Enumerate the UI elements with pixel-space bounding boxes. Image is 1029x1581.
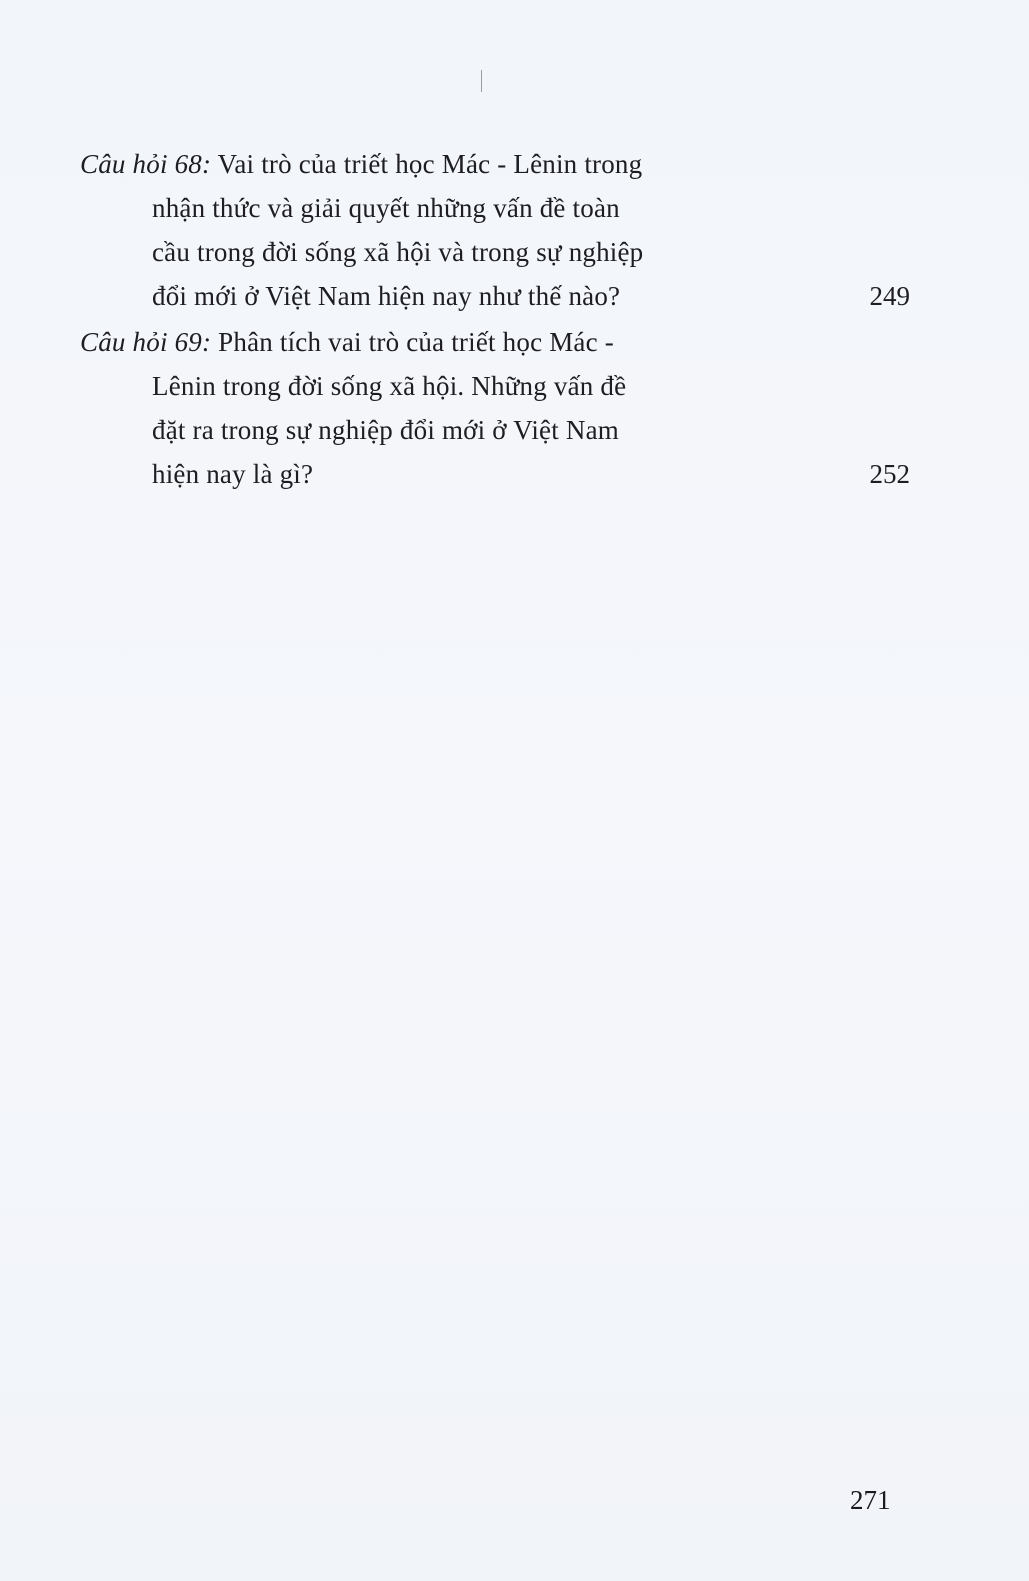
toc-entry-title-line: hiện nay là gì?: [152, 459, 314, 489]
toc-entry-title-line: đặt ra trong sự nghiệp đổi mới ở Việt Nam: [152, 415, 619, 445]
toc-entry-page-number: 252: [869, 459, 910, 489]
toc-entry-title-line: đổi mới ở Việt Nam hiện nay như thế nào?: [152, 281, 621, 311]
toc-entry-label: Câu hỏi 68:: [80, 149, 212, 179]
toc-entry-title-part: Phân tích vai trò của triết học Mác -: [211, 327, 614, 357]
scan-artifact-mark: [481, 70, 482, 92]
toc-entry-title-line: Lênin trong đời sống xã hội. Những vấn đề: [152, 371, 627, 401]
page-number: 271: [850, 1485, 891, 1515]
toc-entry-68: [80, 142, 910, 318]
toc-entry-label: Câu hỏi 69:: [80, 327, 212, 357]
toc-entry-69: [80, 320, 910, 496]
toc-entry-first-line: [80, 142, 642, 186]
toc-entry-title-line: cầu trong đời sống xã hội và trong sự nghiệp: [152, 237, 644, 267]
toc-entry-page-number: 249: [869, 281, 910, 311]
toc-entry-first-line: [80, 320, 614, 364]
toc-entry-title-line: nhận thức và giải quyết những vấn đề toàn: [152, 193, 620, 223]
toc-entry-title-part: Vai trò của triết học Mác - Lênin trong: [211, 149, 643, 179]
